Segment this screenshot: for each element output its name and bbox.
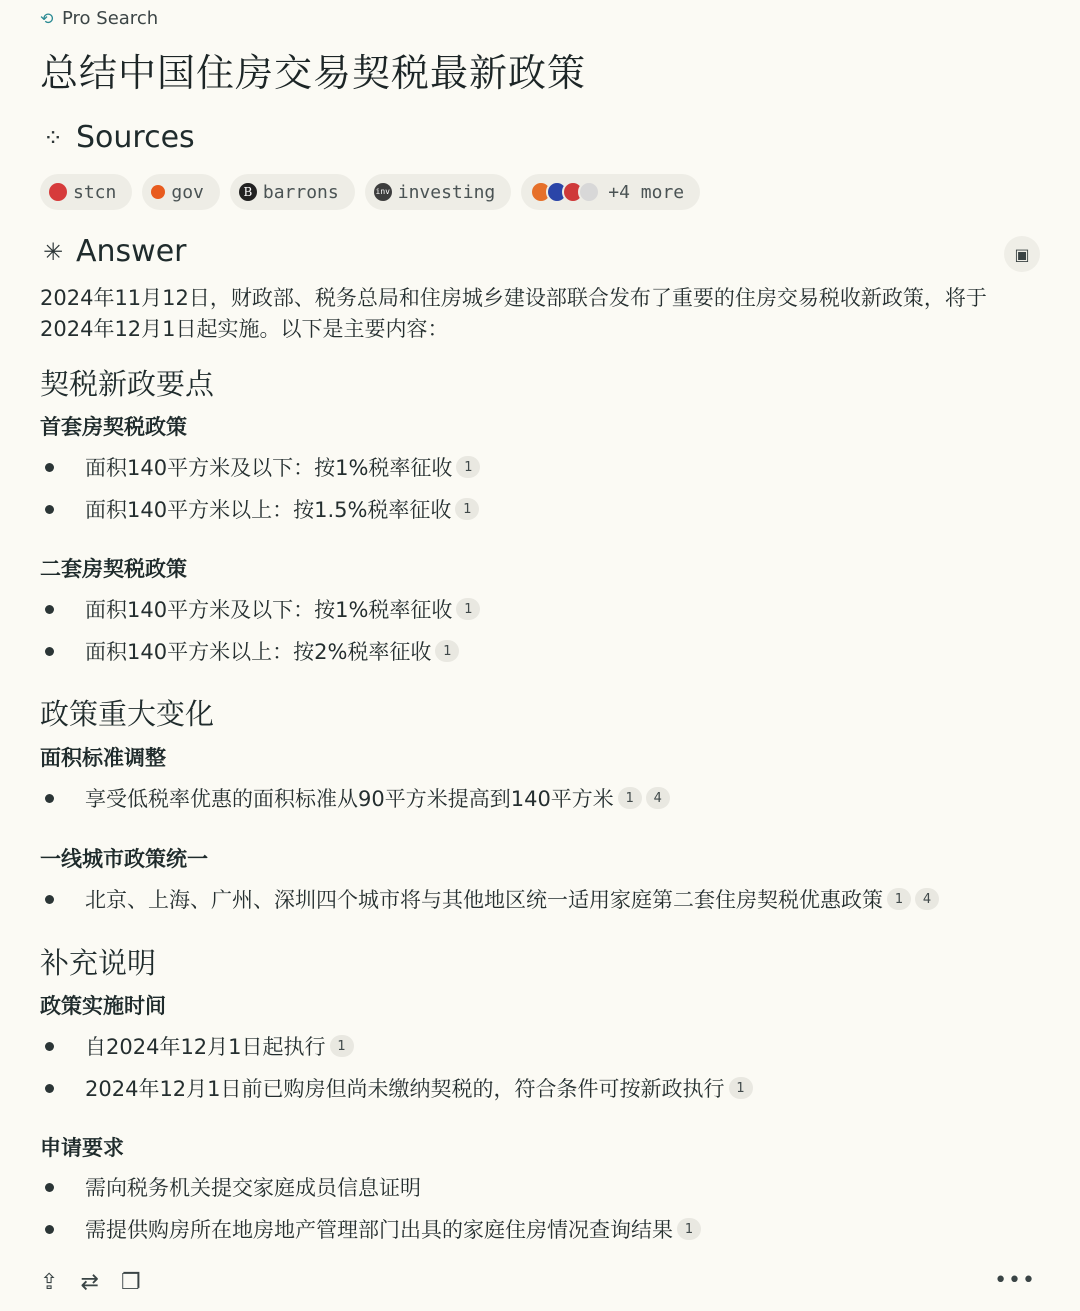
gov-favicon: [151, 185, 165, 199]
source-chip-stcn[interactable]: stcn: [40, 174, 132, 210]
stcn-favicon: [49, 183, 67, 201]
bullet: [45, 794, 54, 803]
sources-icon: ⁘: [42, 123, 64, 152]
citation-badge[interactable]: 1: [330, 1035, 354, 1057]
bullet: [45, 895, 54, 904]
bullet: [45, 1183, 54, 1192]
subsection-heading: 政策实施时间: [40, 994, 166, 1018]
list-item: 面积140平方米以上：按1.5%税率征收 1: [40, 494, 479, 524]
subsection-heading: 二套房契税政策: [40, 557, 187, 581]
bullet: [45, 505, 54, 514]
share-icon[interactable]: ⇪: [40, 1270, 59, 1295]
subsection-heading: 一线城市政策统一: [40, 847, 208, 871]
subsection-heading: 首套房契税政策: [40, 415, 187, 439]
citation-badge[interactable]: 1: [456, 598, 480, 620]
answer-intro: 2024年11月12日，财政部、税务总局和住房城乡建设部联合发布了重要的住房交易税收新政策，将于2024年12月1日起实施。以下是主要内容：: [40, 286, 987, 341]
perplexity-icon: ⟲: [40, 8, 54, 28]
source-chip-barrons[interactable]: B barrons: [230, 174, 355, 210]
section-heading: 契税新政要点: [40, 367, 215, 401]
bullet: [45, 1225, 54, 1234]
citation-badge[interactable]: 1: [677, 1218, 701, 1240]
copy-icon[interactable]: ❐: [120, 1270, 141, 1295]
list-item: 享受低税率优惠的面积标准从90平方米提高到140平方米 1 4: [40, 783, 670, 813]
list-item: 需提供购房所在地房地产管理部门出具的家庭住房情况查询结果 1: [40, 1214, 701, 1244]
bullet: [45, 647, 54, 656]
answer-actions: [40, 1270, 141, 1295]
subsection-heading: 申请要求: [40, 1136, 124, 1160]
list-item: 2024年12月1日前已购房但尚未缴纳契税的，符合条件可按新政执行 1: [40, 1073, 753, 1103]
citation-badge[interactable]: 1: [618, 787, 642, 809]
source-chip-more[interactable]: +4 more: [521, 174, 700, 210]
citation-badge[interactable]: 4: [915, 888, 939, 910]
view-images-button[interactable]: [1004, 236, 1040, 272]
mode-label: Pro Search: [62, 8, 159, 29]
answer-icon: ✳: [42, 237, 64, 266]
source-chip-gov[interactable]: gov: [142, 174, 220, 210]
sources-heading: ⁘ Sources: [40, 120, 195, 155]
pro-search-label: [40, 8, 158, 29]
more-options-icon[interactable]: •••: [994, 1268, 1036, 1293]
answer-heading: ✳ Answer: [40, 234, 187, 269]
section-heading: 政策重大变化: [40, 697, 215, 731]
rewrite-icon[interactable]: ⇄: [80, 1270, 99, 1295]
barrons-favicon: B: [239, 183, 257, 201]
list-item: 面积140平方米及以下：按1%税率征收 1: [40, 452, 480, 482]
bullet: [45, 1084, 54, 1093]
citation-badge[interactable]: 1: [455, 498, 479, 520]
images-icon: ▣: [1014, 244, 1030, 264]
citation-badge[interactable]: 1: [887, 888, 911, 910]
investing-favicon: inv: [374, 183, 392, 201]
page-title: 总结中国住房交易契税最新政策: [40, 51, 587, 95]
subsection-heading: 面积标准调整: [40, 746, 166, 770]
list-item: 面积140平方米及以下：按1%税率征收 1: [40, 594, 480, 624]
section-heading: 补充说明: [40, 946, 157, 980]
citation-badge[interactable]: 1: [456, 456, 480, 478]
sources-list: [40, 174, 700, 210]
list-item: 自2024年12月1日起执行 1: [40, 1031, 354, 1061]
list-item: 需向税务机关提交家庭成员信息证明: [40, 1172, 421, 1202]
source-chip-investing[interactable]: inv investing: [365, 174, 512, 210]
citation-badge[interactable]: 1: [435, 640, 459, 662]
list-item: 北京、上海、广州、深圳四个城市将与其他地区统一适用家庭第二套住房契税优惠政策 1 4: [40, 884, 939, 914]
bullet: [45, 463, 54, 472]
list-item: 面积140平方米以上：按2%税率征收 1: [40, 636, 459, 666]
bullet: [45, 1042, 54, 1051]
citation-badge[interactable]: 4: [646, 787, 670, 809]
stacked-favicons: [530, 181, 594, 203]
bullet: [45, 605, 54, 614]
citation-badge[interactable]: 1: [729, 1077, 753, 1099]
